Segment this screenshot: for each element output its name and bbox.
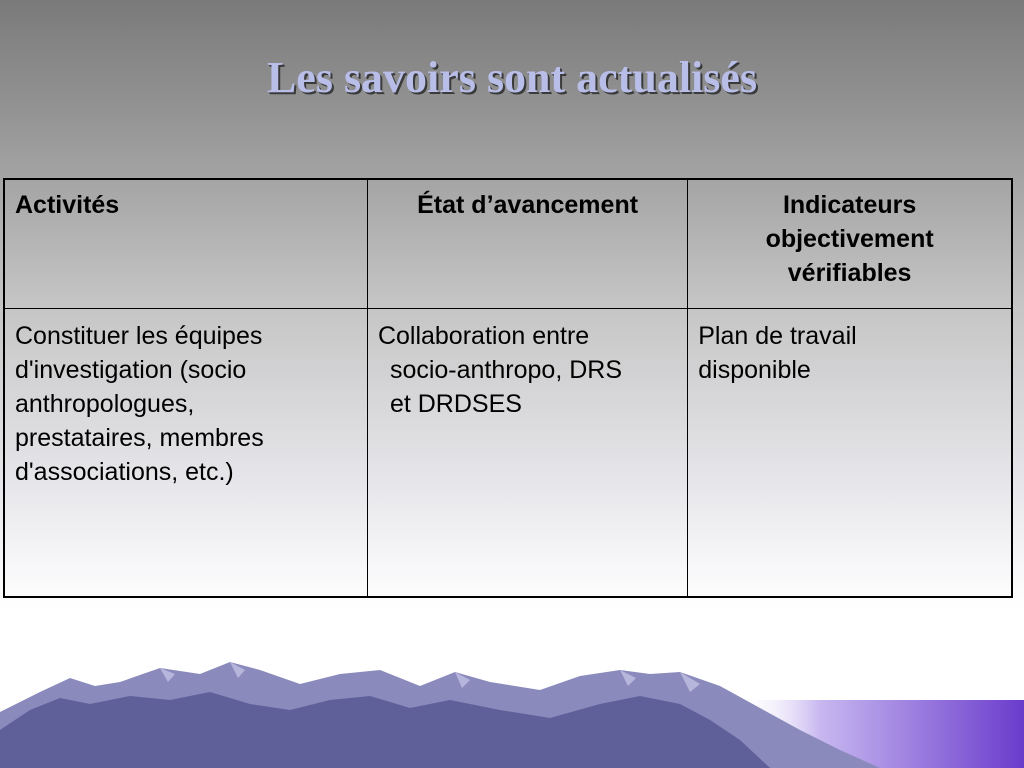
header-indicators-line: objectivement bbox=[765, 225, 934, 253]
header-progress-status: État d’avancement bbox=[367, 179, 687, 309]
cell-progress bbox=[367, 309, 687, 598]
slide-title: Les savoirs sont actualisés bbox=[266, 53, 758, 102]
cell-activity-line: d'investigation (socio bbox=[15, 356, 247, 384]
mountain-landscape bbox=[0, 600, 1024, 768]
cell-indicator-line: disponible bbox=[698, 356, 811, 384]
mountain-range-front bbox=[0, 692, 770, 768]
header-indicators-line: Indicateurs bbox=[782, 191, 917, 219]
cell-progress-line: socio-anthropo, DRS bbox=[389, 356, 622, 384]
cell-progress-line: Collaboration entre bbox=[377, 322, 590, 350]
cell-activity-line: Constituer les équipes bbox=[15, 322, 263, 350]
table-header-row bbox=[4, 179, 1012, 309]
header-indicators bbox=[688, 179, 1012, 309]
header-indicators-line: vérifiables bbox=[787, 259, 912, 287]
table-row bbox=[4, 309, 1012, 598]
cell-indicator bbox=[688, 309, 1012, 598]
cell-activity-line: d'associations, etc.) bbox=[15, 458, 234, 486]
cell-activity-line: anthropologues, bbox=[15, 390, 195, 418]
cell-activity bbox=[4, 309, 367, 598]
header-activities: Activités bbox=[4, 179, 367, 309]
cell-progress-line: et DRDSES bbox=[389, 390, 522, 418]
activities-table bbox=[3, 178, 1013, 598]
cell-indicator-line: Plan de travail bbox=[698, 322, 857, 350]
cell-activity-line: prestataires, membres bbox=[15, 424, 264, 452]
